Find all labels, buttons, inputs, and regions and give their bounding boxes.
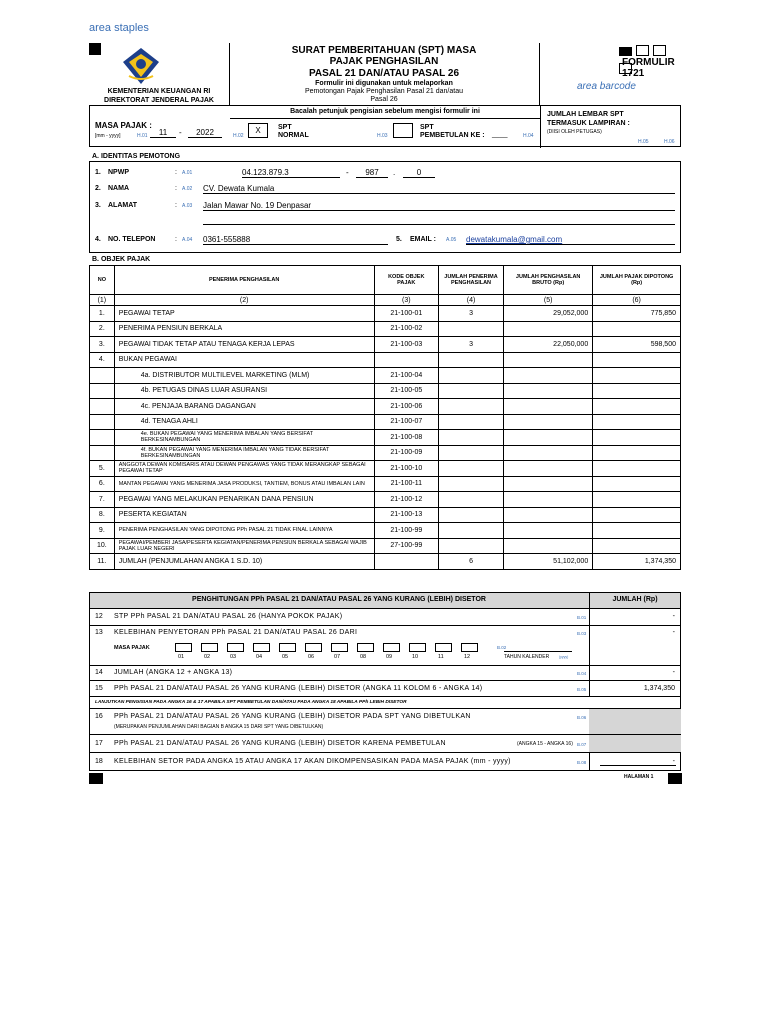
row-bruto[interactable] [504,445,593,461]
row-number: 2. [90,321,115,337]
row-jumlah-penerima[interactable] [438,492,503,508]
identitas-block [89,161,681,253]
row-jumlah-penerima[interactable] [438,414,503,430]
row-bruto[interactable] [504,523,593,539]
month-label: 10 [412,654,419,660]
row-pajak[interactable] [593,523,681,539]
telepon-colon: : [175,236,177,243]
row-16-number: 16 [95,713,103,720]
row-pajak[interactable] [593,492,681,508]
row-18-code: B.08 [577,759,587,765]
row-description: PENERIMA PENSIUN BERKALA [114,321,374,337]
row-jumlah-penerima[interactable] [438,445,503,461]
row-jumlah-penerima[interactable] [438,461,503,477]
row-description: ANGGOTA DEWAN KOMISARIS ATAU DEWAN PENGAWAS YANG TIDAK MERANGKAP SEBAGAI PEGAWAI TETAP [114,461,374,477]
month-label: 01 [178,654,185,660]
masa-pajak-block [89,105,681,147]
npwp-cabang-value[interactable]: 0 [403,168,435,178]
row-pajak[interactable] [593,507,681,523]
row-description: PENERIMA PENGHASILAN YANG DIPOTONG PPh PASAL 21 TIDAK FINAL LAINNYA [114,523,374,539]
header [89,43,681,105]
row-pajak[interactable]: 598,500 [593,337,681,353]
code-a05: A.05 [446,237,457,243]
code-h02: H.02 [233,133,244,139]
row-kode-objek: 21-100-13 [374,507,438,523]
row-jumlah-penerima[interactable] [438,321,503,337]
month-label: 07 [334,654,341,660]
month-checkbox[interactable] [461,643,478,652]
table-row [90,368,681,384]
form-title-1: SURAT PEMBERITAHUAN (SPT) MASA [291,45,477,56]
row-description: 4a. DISTRIBUTOR MULTILEVEL MARKETING (MLM) [114,368,374,384]
row-pajak[interactable] [593,476,681,492]
month-checkbox[interactable] [253,643,270,652]
month-label: 02 [204,654,211,660]
masa-month-value[interactable]: 11 [150,128,176,138]
row-description: 4c. PENJAJA BARANG DAGANGAN [114,399,374,415]
halaman-label: HALAMAN 1 [624,774,654,780]
halaman-line [600,765,676,766]
row-15-number: 15 [95,684,103,692]
row-number: 8. [90,507,115,523]
row-description: JUMLAH (PENJUMLAHAN ANGKA 1 S.D. 10) [114,554,374,570]
table-row [90,337,681,353]
npwp-colon: : [175,169,177,176]
row-bruto[interactable] [504,430,593,446]
row-number [90,414,115,430]
pembetulan-label: PEMBETULAN KE : [420,132,485,139]
table-row [90,492,681,508]
row-17-subtext: (ANGKA 15 - ANGKA 16) [517,740,573,747]
row-jumlah-penerima[interactable]: 6 [438,554,503,570]
row-bruto[interactable] [504,476,593,492]
corner-mark-bottom-right [668,773,682,784]
table-colnum-cell: (2) [114,295,374,306]
row-bruto[interactable] [504,461,593,477]
month-checkbox[interactable] [331,643,348,652]
row-jumlah-penerima[interactable] [438,399,503,415]
row-number [90,368,115,384]
row-jumlah-penerima[interactable] [438,507,503,523]
row-bruto[interactable] [504,507,593,523]
table-colnum-cell: (4) [438,295,503,306]
row-number: 4. [90,352,115,368]
month-checkbox[interactable] [201,643,218,652]
form-subtitle-2: Pemotongan Pajak Penghasilan Pasal 21 dan/atau [304,88,463,95]
table-header-cell: PENERIMA PENGHASILAN [114,266,374,295]
npwp-separator: - [346,168,349,177]
alamat-number: 3. [95,202,101,209]
row-jumlah-penerima[interactable] [438,476,503,492]
row-15-value[interactable]: 1,374,350 [643,684,675,692]
row-description: 4e. BUKAN PEGAWAI YANG MENERIMA IMBALAN YANG BERSIFAT BERKESINAMBUNGAN [114,430,374,446]
npwp-dot: . [393,168,396,177]
row-pajak[interactable]: 1,374,350 [593,554,681,570]
month-label: 05 [282,654,289,660]
row-18-number: 18 [95,757,103,765]
jumlah-lembar-label-1: JUMLAH LEMBAR SPT [547,111,624,118]
area-staples-label: area staples [89,22,149,34]
row-description: 4f. BUKAN PEGAWAI YANG MENERIMA IMBALAN YANG TIDAK BERSIFAT BERKESINAMBUNGAN [114,445,374,461]
row-description: PEGAWAI TETAP [114,306,374,322]
form-subtitle-3: Pasal 26 [370,96,398,103]
row-kode-objek: 21-100-07 [374,414,438,430]
month-label: 11 [438,654,444,660]
row-jumlah-penerima[interactable]: 3 [438,337,503,353]
spt-label: SPT [278,124,292,131]
row-kode-objek [374,352,438,368]
row-14-code: B.04 [577,671,587,676]
table-row [90,538,681,554]
row-kode-objek: 21-100-03 [374,337,438,353]
table-row [90,321,681,337]
table-colnum-cell: (3) [374,295,438,306]
month-checkbox[interactable] [279,643,296,652]
directorate-name: DIREKTORAT JENDERAL PAJAK [104,97,214,104]
code-h03: H.03 [377,133,388,139]
row-number [90,383,115,399]
nama-label: NAMA [108,185,129,192]
note-text: LANJUTKAN PENGISIAN PADA ANGKA 16 & 17 APABILA SPT PEMBETULAN DAN/ATAU PADA ANGKA 18 APABILA PPh LEBIH DISETOR [95,700,407,705]
row-number [90,399,115,415]
email-value[interactable]: dewatakumala@gmail.com [466,235,675,245]
month-label: 08 [360,654,367,660]
masa-year-value[interactable]: 2022 [188,128,222,138]
corner-mark-bottom-left [89,773,103,784]
email-label: EMAIL : [410,236,436,243]
form-title-3: PASAL 21 DAN/ATAU PASAL 26 [308,68,460,79]
alamat-label: ALAMAT [108,202,138,209]
row-kode-objek: 21-100-10 [374,461,438,477]
row-jumlah-penerima[interactable] [438,430,503,446]
perhitungan-header: PENGHITUNGAN PPh PASAL 21 DAN/ATAU PASAL 26 YANG KURANG (LEBIH) DISETOR [192,596,486,603]
row-13-number: 13 [95,629,103,636]
ministry-emblem-icon [119,46,163,86]
row-jumlah-penerima[interactable] [438,352,503,368]
telepon-label: NO. TELEPON [108,236,156,243]
table-colnum-cell: (5) [504,295,593,306]
row-number: 7. [90,492,115,508]
nama-colon: : [175,185,177,192]
table-colnum-cell: (1) [90,295,115,306]
row-number: 6. [90,476,115,492]
form-subtitle-1: Formulir ini digunakan untuk melaporkan [315,80,453,87]
row-jumlah-penerima[interactable]: 3 [438,306,503,322]
row-pajak[interactable] [593,538,681,554]
month-checkbox[interactable] [383,643,400,652]
month-label: 09 [386,654,393,660]
npwp-kpp-value[interactable]: 987 [356,168,388,178]
row-12-number: 12 [95,613,103,620]
month-checkbox[interactable] [175,643,192,652]
row-description: PEGAWAI/PEMBERI JASA/PESERTA KEGIATAN/PENERIMA PENSIUN BERKALA SEBAGAI WAJIB PAJAK LUAR NEGERI [114,538,374,554]
telepon-value[interactable]: 0361-555888 [203,235,388,245]
row-description: MANTAN PEGAWAI YANG MENERIMA JASA PRODUKSI, TANTIEM, BONUS ATAU IMBALAN LAIN [114,476,374,492]
table-row [90,306,681,322]
row-description: 4b. PETUGAS DINAS LUAR ASURANSI [114,383,374,399]
row-bruto[interactable]: 51,102,000 [504,554,593,570]
table-row [90,383,681,399]
pembetulan-spt-label: SPT [420,124,434,131]
spt-normal-checkbox[interactable]: X [248,123,268,138]
row-jumlah-penerima[interactable] [438,383,503,399]
row-pajak[interactable] [593,414,681,430]
table-row [90,430,681,446]
npwp-value[interactable]: 04.123.879.3 [242,168,340,178]
row-number [90,430,115,446]
row-bruto[interactable] [504,321,593,337]
row-kode-objek [374,554,438,570]
row-jumlah-penerima[interactable] [438,523,503,539]
row-pajak[interactable] [593,383,681,399]
row-18-value[interactable]: - [672,757,675,765]
email-number: 5. [396,236,402,243]
row-17-description: PPh PASAL 21 DAN/ATAU PASAL 26 YANG KURANG (LEBIH) DISETOR KARENA PEMBETULAN [114,739,446,747]
diisi-petugas-label: (DIISI OLEH PETUGAS) [547,129,602,135]
row-kode-objek: 21-100-08 [374,430,438,446]
row-bruto[interactable] [504,368,593,384]
code-h05: H.05 [638,139,649,145]
row-12-value[interactable]: - [672,613,675,620]
row-16-subtext: (MERUPAKAN PENJUMLAHAN DARI BAGIAN B ANGKA 15 DARI SPT YANG DIBETULKAN) [114,724,324,730]
npwp-label: NPWP [108,169,129,176]
row-pajak[interactable] [593,461,681,477]
code-a02: A.02 [182,186,193,192]
row-bruto[interactable] [504,414,593,430]
table-row [90,352,681,368]
row-number: 1. [90,306,115,322]
row-13-code: B.03 [577,631,587,636]
row-16-value-shade [589,709,681,734]
row-14-number: 14 [95,669,103,676]
row-pajak[interactable] [593,368,681,384]
row-bruto[interactable] [504,538,593,554]
section-b-title: B. OBJEK PAJAK [92,256,151,263]
table-header-cell: JUMLAH PENGHASILAN BRUTO (Rp) [504,266,593,295]
spt-normal-label: NORMAL [278,132,309,139]
row-14-value[interactable]: - [672,669,675,676]
area-barcode-label: area barcode [577,81,636,92]
row-pajak[interactable] [593,321,681,337]
row-13-value[interactable]: - [672,629,675,636]
row-15-description: PPh PASAL 21 DAN/ATAU PASAL 26 YANG KURANG (LEBIH) DISETOR (ANGKA 11 KOLOM 6 - ANGKA 14) [114,684,483,692]
telepon-number: 4. [95,236,101,243]
form-name: FORMULIR 1721 [622,57,675,79]
row-kode-objek: 21-100-04 [374,368,438,384]
row-18-description: KELEBIHAN SETOR PADA ANGKA 15 ATAU ANGKA 17 AKAN DIKOMPENSASIKAN PADA MASA PAJAK (mm - yyyy) [114,757,511,765]
masa-dash: - [179,128,182,137]
code-a01: A.01 [182,170,193,176]
row-number: 10. [90,538,115,554]
table-row [90,523,681,539]
masa-pajak-label: MASA PAJAK : [95,121,152,130]
row-number: 11. [90,554,115,570]
tahun-kalender-line [504,651,572,652]
table-row [90,445,681,461]
row-15-code: B.05 [577,686,587,692]
row-pajak[interactable] [593,430,681,446]
row-description: BUKAN PEGAWAI [114,352,374,368]
code-b02: B.02 [497,645,507,650]
row-pajak[interactable] [593,399,681,415]
row-number: 9. [90,523,115,539]
row-number [90,445,115,461]
table-header-cell: JUMLAH PENERIMA PENGHASILAN [438,266,503,295]
row-kode-objek: 21-100-12 [374,492,438,508]
tahun-kalender-format: (yyyy) [559,655,569,659]
row-17-number: 17 [95,739,103,747]
row-kode-objek: 21-100-99 [374,523,438,539]
row-bruto[interactable] [504,399,593,415]
row-13-description: KELEBIHAN PENYETORAN PPh PASAL 21 DAN/ATAU PASAL 26 DARI [114,629,358,636]
pembetulan-blank[interactable]: ____ [492,131,508,138]
code-a03: A.03 [182,203,193,209]
row-description: 4d. TENAGA AHLI [114,414,374,430]
row-12-description: STP PPh PASAL 21 DAN/ATAU PASAL 26 (HANYA POKOK PAJAK) [114,613,343,620]
table-colnum-cell: (6) [593,295,681,306]
table-header-cell: NO [90,266,115,295]
code-h01: H.01 [137,133,148,139]
masa-pajak-format: [mm - yyyy] [95,133,121,139]
row-bruto[interactable] [504,352,593,368]
jumlah-lembar-label-2: TERMASUK LAMPIRAN : [547,120,630,127]
row-pajak[interactable] [593,352,681,368]
ministry-name: KEMENTERIAN KEUANGAN RI [107,88,211,95]
row-pajak[interactable] [593,445,681,461]
row-jumlah-penerima[interactable] [438,368,503,384]
row-bruto[interactable] [504,492,593,508]
month-checkbox[interactable] [357,643,374,652]
nama-value[interactable]: CV. Dewata Kumala [203,184,675,194]
code-h04: H.04 [523,133,534,139]
row-number: 3. [90,337,115,353]
table-row [90,554,681,570]
instruction-text: Bacalah petunjuk pengisian sebelum mengisi formulir ini [290,108,480,115]
row-bruto[interactable]: 22,050,000 [504,337,593,353]
row-kode-objek: 21-100-05 [374,383,438,399]
row-bruto[interactable]: 29,052,000 [504,306,593,322]
row-jumlah-penerima[interactable] [438,538,503,554]
month-checkbox[interactable] [305,643,322,652]
row-17-code: B.07 [577,741,587,747]
month-checkbox[interactable] [409,643,426,652]
month-label: 04 [256,654,263,660]
row-16-code: B.06 [577,715,587,720]
row-pajak[interactable]: 775,850 [593,306,681,322]
month-label: 03 [230,654,237,660]
month-checkbox[interactable] [227,643,244,652]
row-kode-objek: 21-100-11 [374,476,438,492]
row-14-description: JUMLAH (ANGKA 12 + ANGKA 13) [114,669,233,676]
row-kode-objek: 21-100-09 [374,445,438,461]
row-kode-objek: 21-100-02 [374,321,438,337]
table-row [90,507,681,523]
code-h06: H.06 [664,139,675,145]
masa-pajak-sublabel: MASA PAJAK [114,645,150,651]
row-description: PEGAWAI YANG MELAKUKAN PENARIKAN DANA PENSIUN [114,492,374,508]
row-description: PESERTA KEGIATAN [114,507,374,523]
form-title-2: PAJAK PENGHASILAN [329,56,439,67]
month-checkbox[interactable] [435,643,452,652]
table-row [90,461,681,477]
table-header-cell: KODE OBJEK PAJAK [374,266,438,295]
month-label: 12 [464,654,471,660]
tahun-kalender-label: TAHUN KALENDER [504,654,550,660]
code-a04: A.04 [182,237,193,243]
month-label: 06 [308,654,315,660]
row-number: 5. [90,461,115,477]
row-17-value-shade [589,735,681,752]
row-description: PEGAWAI TIDAK TETAP ATAU TENAGA KERJA LEPAS [114,337,374,353]
row-kode-objek: 21-100-01 [374,306,438,322]
row-bruto[interactable] [504,383,593,399]
row-kode-objek: 21-100-06 [374,399,438,415]
objek-pajak-table [89,265,681,570]
table-header-cell: JUMLAH PAJAK DIPOTONG (Rp) [593,266,681,295]
table-row [90,399,681,415]
table-row [90,476,681,492]
row-16-description: PPh PASAL 21 DAN/ATAU PASAL 26 YANG KURANG (LEBIH) DISETOR PADA SPT YANG DIBETULKAN [114,713,471,720]
spt-pembetulan-checkbox[interactable] [393,123,413,138]
perhitungan-header-jumlah: JUMLAH (Rp) [612,596,658,603]
table-header-row [90,266,681,295]
table-row [90,414,681,430]
alamat-line-2 [203,224,675,225]
alamat-colon: : [175,202,177,209]
alamat-value[interactable]: Jalan Mawar No. 19 Denpasar [203,201,675,211]
section-a-title: A. IDENTITAS PEMOTONG [92,153,181,160]
npwp-number: 1. [95,169,101,176]
row-12-code: B.01 [577,615,587,620]
row-kode-objek: 27-100-99 [374,538,438,554]
table-colnum-row [90,295,681,306]
nama-number: 2. [95,185,101,192]
